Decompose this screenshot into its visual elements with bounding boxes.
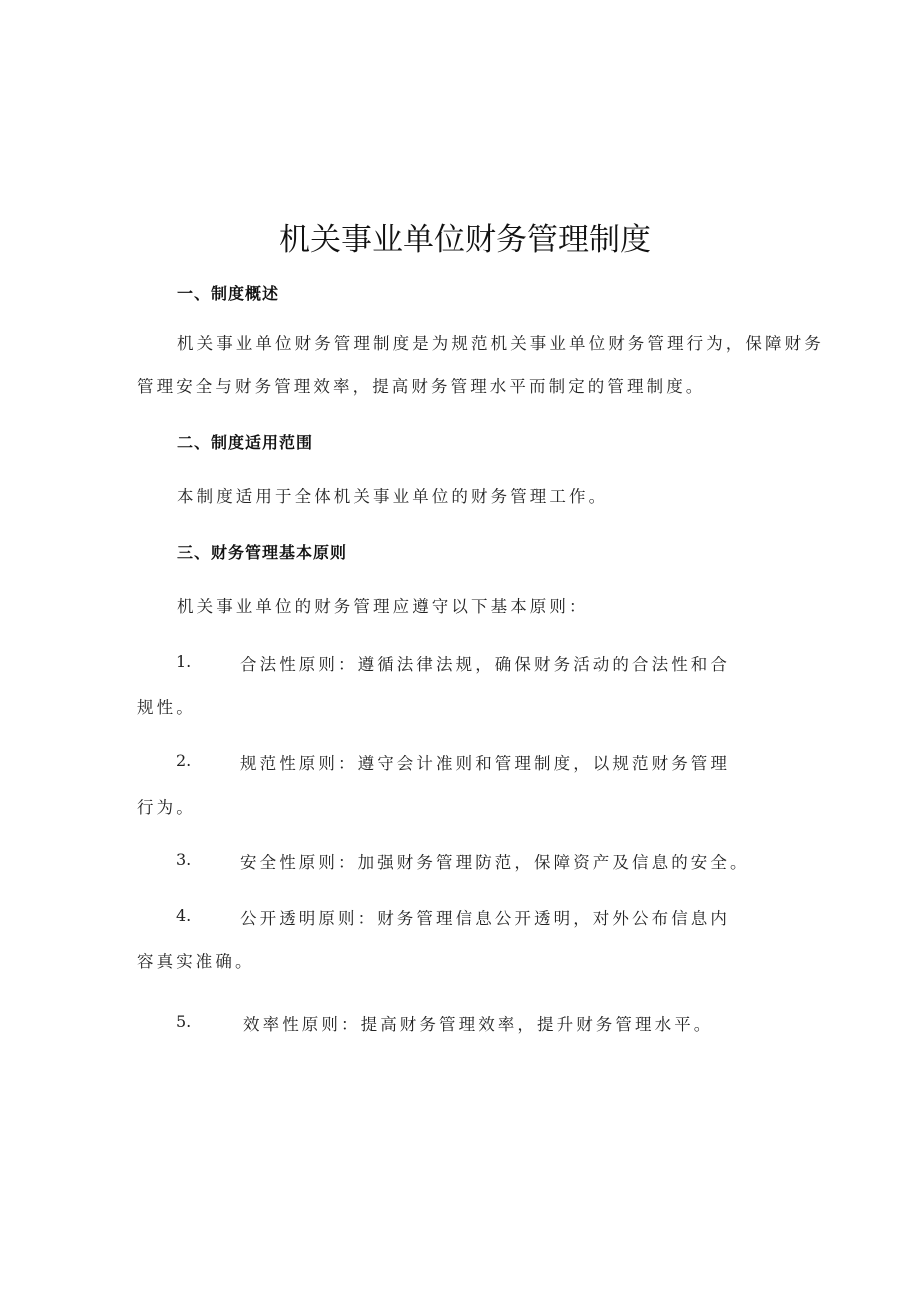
principle-text-line-1: 规范性原则：遵守会计准则和管理制度，以规范财务管理 [240, 754, 730, 773]
principle-text-line-1: 效率性原则：提高财务管理效率，提升财务管理水平。 [243, 1015, 714, 1034]
principle-text-line-2: 容真实准确。 [137, 952, 255, 971]
principle-number: 4. [176, 906, 192, 925]
principle-text-line-2: 规性。 [137, 698, 196, 717]
overview-line-1: 机关事业单位财务管理制度是为规范机关事业单位财务管理行为，保障财务 [177, 334, 824, 353]
principle-number: 1. [176, 652, 192, 671]
principle-text-line-2: 行为。 [137, 798, 196, 817]
principle-text-line-1: 安全性原则：加强财务管理防范，保障资产及信息的安全。 [240, 853, 750, 872]
principle-number: 5. [176, 1012, 192, 1031]
document-title: 机关事业单位财务管理制度 [279, 222, 651, 258]
principle-text-line-1: 合法性原则：遵循法律法规，确保财务活动的合法性和合 [240, 655, 730, 674]
section-heading-overview: 一、制度概述 [177, 284, 280, 303]
overview-line-2: 管理安全与财务管理效率，提高财务管理水平而制定的管理制度。 [137, 377, 706, 396]
principles-intro: 机关事业单位的财务管理应遵守以下基本原则： [177, 597, 589, 616]
scope-line-1: 本制度适用于全体机关事业单位的财务管理工作。 [177, 487, 609, 506]
principle-text-line-1: 公开透明原则：财务管理信息公开透明，对外公布信息内 [240, 909, 730, 928]
principle-number: 3. [176, 850, 192, 869]
section-heading-principles: 三、财务管理基本原则 [177, 543, 348, 562]
section-heading-scope: 二、制度适用范围 [177, 433, 314, 452]
principle-number: 2. [176, 751, 192, 770]
